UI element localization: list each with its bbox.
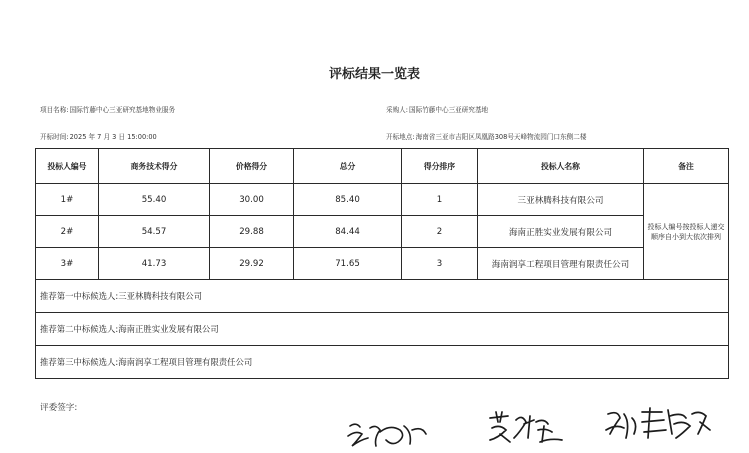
- bidder-name: 三亚林腾科技有限公司: [478, 184, 644, 216]
- recommendation-row: [36, 280, 729, 313]
- result-table: [35, 148, 729, 379]
- price-score: 30.00: [210, 184, 294, 216]
- recommendation-row: [36, 313, 729, 346]
- header-bidder-no: 投标人编号: [36, 149, 99, 184]
- location-label: 开标地点:: [386, 133, 415, 141]
- open-time-line: [40, 131, 158, 141]
- table-row: [36, 248, 729, 280]
- buyer-label: 采购人:: [386, 106, 409, 114]
- rank: 3: [402, 248, 478, 280]
- buyer-line: [386, 104, 489, 114]
- signature-label: 评委签字:: [40, 403, 78, 413]
- header-price-score: 价格得分: [210, 149, 294, 184]
- open-time-label: 开标时间:: [40, 133, 69, 141]
- bidder-no: 2#: [36, 216, 99, 248]
- project-name-line: [40, 104, 176, 114]
- project-name-label: 项目名称:: [40, 106, 69, 114]
- bidder-name: 海南润享工程项目管理有限责任公司: [478, 248, 644, 280]
- recommendation-row: [36, 346, 729, 379]
- total-score: 85.40: [294, 184, 402, 216]
- signature-2: [486, 408, 566, 446]
- header-remark: 备注: [644, 149, 729, 184]
- header-total-score: 总分: [294, 149, 402, 184]
- table-header-row: [36, 149, 729, 184]
- header-rank: 得分排序: [402, 149, 478, 184]
- header-tech-score: 商务技术得分: [99, 149, 210, 184]
- header-bidder-name: 投标人名称: [478, 149, 644, 184]
- location-value: 海南省三亚市吉阳区凤凰路308号天峰物流园门口东侧二楼: [415, 133, 587, 141]
- tech-score: 41.73: [99, 248, 210, 280]
- recommendation-value: 三亚林腾科技有限公司: [118, 291, 202, 301]
- buyer-value: 国际竹藤中心三亚研究基地: [409, 106, 489, 114]
- rank: 1: [402, 184, 478, 216]
- bidder-no: 1#: [36, 184, 99, 216]
- bidder-no: 3#: [36, 248, 99, 280]
- price-score: 29.88: [210, 216, 294, 248]
- recommendation-cell: [36, 346, 729, 379]
- page-title: 评标结果一览表: [328, 67, 420, 82]
- signature-1: [346, 418, 432, 450]
- rank: 2: [402, 216, 478, 248]
- signature-3: [602, 404, 714, 444]
- recommendation-value: 海南润享工程项目管理有限责任公司: [118, 357, 253, 367]
- bidder-name: 海南正胜实业发展有限公司: [478, 216, 644, 248]
- tech-score: 55.40: [99, 184, 210, 216]
- recommendation-label: 推荐第一中标候选人:: [40, 291, 119, 301]
- recommendation-label: 推荐第三中标候选人:: [40, 357, 119, 367]
- price-score: 29.92: [210, 248, 294, 280]
- project-name-value: 国际竹藤中心三亚研究基地物业服务: [69, 106, 176, 114]
- open-time-value: 2025 年 7 月 3 日 15:00:00: [69, 133, 157, 141]
- total-score: 71.65: [294, 248, 402, 280]
- recommendation-cell: [36, 313, 729, 346]
- recommendation-cell: [36, 280, 729, 313]
- tech-score: 54.57: [99, 216, 210, 248]
- total-score: 84.44: [294, 216, 402, 248]
- recommendation-value: 海南正胜实业发展有限公司: [118, 324, 219, 334]
- remark-cell: 投标人编号按投标人递交顺序自小到大依次排列: [644, 184, 729, 280]
- location-line: [386, 131, 587, 141]
- table-row: [36, 216, 729, 248]
- table-row: [36, 184, 729, 216]
- recommendation-label: 推荐第二中标候选人:: [40, 324, 119, 334]
